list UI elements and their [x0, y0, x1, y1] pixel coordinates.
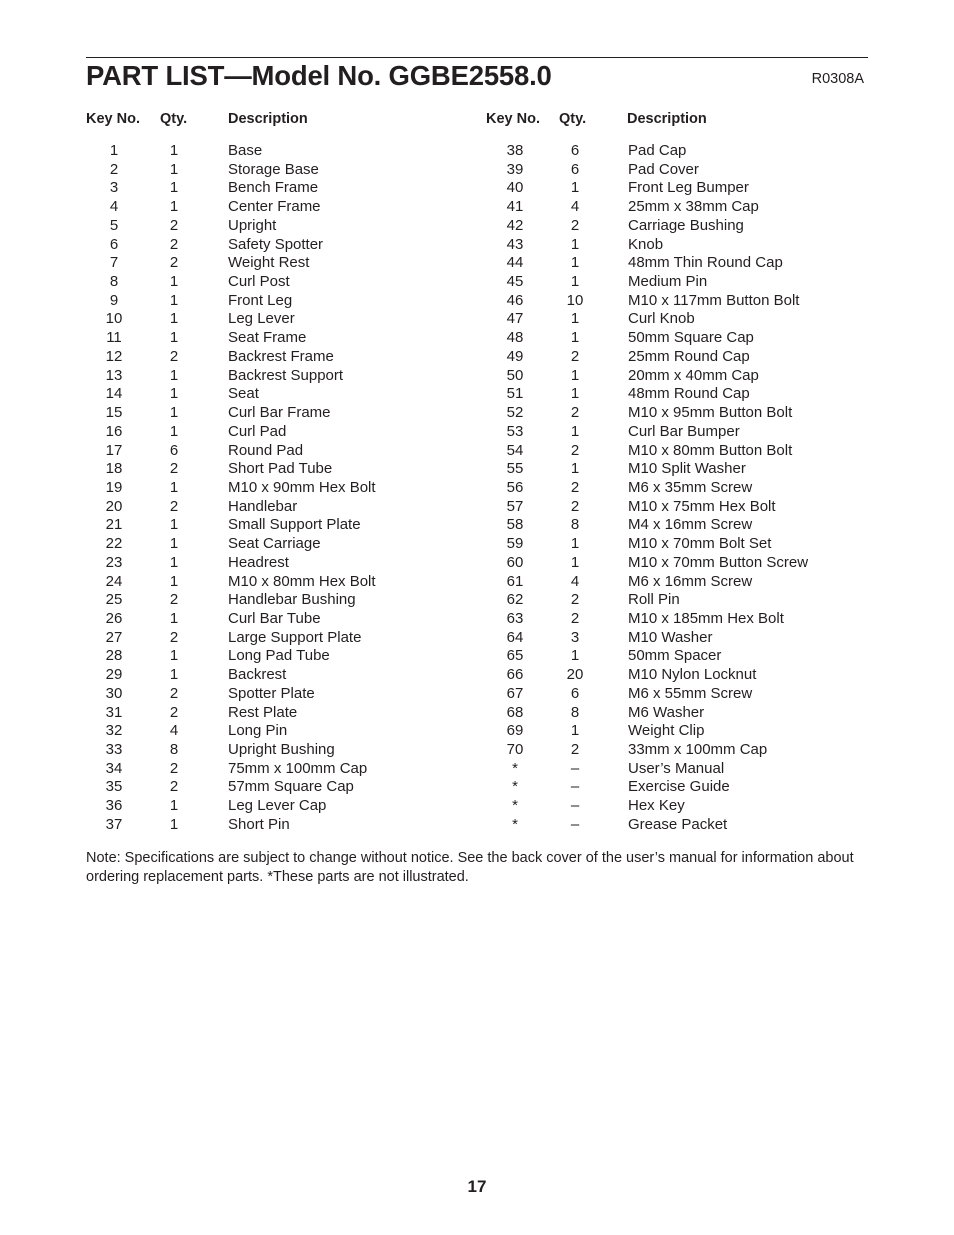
part-description: Short Pad Tube	[228, 460, 333, 478]
part-key-number: 64	[506, 628, 524, 646]
part-key-number: 14	[105, 385, 123, 403]
part-description: Safety Spotter	[228, 235, 324, 253]
part-quantity: 2	[570, 591, 580, 609]
part-quantity: 1	[169, 179, 179, 197]
part-quantity: 3	[570, 628, 580, 646]
part-quantity: 1	[570, 179, 580, 197]
part-key-number: 2	[109, 160, 119, 178]
part-description: Exercise Guide	[628, 778, 730, 796]
part-key-number: 21	[105, 516, 123, 534]
part-key-number: 54	[506, 441, 524, 459]
part-quantity: 1	[169, 329, 179, 347]
part-quantity: 1	[570, 366, 580, 384]
part-quantity: 8	[169, 741, 179, 758]
part-description: 57mm Square Cap	[228, 778, 354, 796]
part-key-number: 31	[105, 703, 123, 721]
part-quantity: 1	[169, 142, 179, 159]
part-key-number: 32	[105, 722, 123, 740]
part-quantity: 6	[570, 684, 580, 702]
part-key-number: 13	[105, 366, 123, 384]
note-text: Note: Specifications are subject to change without notice. See the back cover of the user’s manual for information about ordering replacement parts. *These parts are not illustrated.	[86, 850, 854, 885]
part-description: M10 x 95mm Button Bolt	[628, 404, 793, 422]
part-key-number: 59	[506, 535, 524, 553]
part-description: User’s Manual	[628, 759, 725, 777]
part-description: Knob	[628, 235, 664, 253]
part-description: Front Leg	[228, 291, 293, 309]
part-description: Long Pad Tube	[228, 647, 330, 665]
part-quantity: 2	[169, 235, 179, 253]
part-quantity: 2	[570, 216, 580, 234]
part-quantity: 1	[570, 273, 580, 291]
part-quantity: 2	[169, 778, 179, 796]
part-key-number: 66	[506, 666, 524, 684]
part-quantity: 1	[169, 291, 179, 309]
part-key-number: 19	[105, 478, 123, 496]
part-key-number: 17	[105, 441, 123, 459]
part-quantity: 6	[169, 441, 179, 459]
part-description: M10 x 90mm Hex Bolt	[228, 478, 376, 496]
header-desc-right: Description	[627, 111, 707, 127]
part-key-number: *	[512, 759, 518, 777]
part-description: Bench Frame	[228, 179, 319, 197]
part-description: M10 Split Washer	[628, 460, 746, 478]
part-quantity: 1	[169, 404, 179, 422]
part-quantity: 4	[570, 572, 580, 590]
header-key-left: Key No.	[86, 111, 140, 127]
part-description: 75mm x 100mm Cap	[228, 759, 368, 777]
part-quantity: 1	[169, 797, 179, 815]
part-quantity: –	[570, 797, 580, 815]
part-key-number: 30	[105, 684, 123, 702]
part-key-number: 15	[105, 404, 123, 422]
part-key-number: 33	[105, 741, 123, 758]
part-key-number: *	[512, 797, 518, 815]
part-key-number: 67	[506, 684, 524, 702]
part-description: Curl Bar Tube	[228, 609, 321, 627]
part-key-number: 52	[506, 404, 524, 422]
part-key-number: *	[512, 778, 518, 796]
part-quantity: 2	[570, 478, 580, 496]
part-description: M10 x 80mm Button Bolt	[628, 441, 793, 459]
part-description: 48mm Thin Round Cap	[628, 254, 783, 272]
part-quantity: 8	[570, 516, 580, 534]
part-quantity: 2	[169, 254, 179, 272]
part-quantity: 1	[169, 385, 179, 403]
part-description: M10 x 117mm Button Bolt	[628, 291, 800, 309]
part-key-number: 24	[105, 572, 123, 590]
part-description: Handlebar Bushing	[228, 591, 356, 609]
part-description: Large Support Plate	[228, 628, 362, 646]
part-key-number: 43	[506, 235, 524, 253]
part-quantity: 1	[169, 478, 179, 496]
part-key-number: 10	[105, 310, 123, 328]
part-quantity: 1	[570, 647, 580, 665]
part-quantity: 1	[169, 422, 179, 440]
part-quantity: 1	[169, 666, 179, 684]
part-quantity: 1	[169, 273, 179, 291]
part-description: 25mm x 38mm Cap	[628, 198, 759, 216]
part-description: M10 x 185mm Hex Bolt	[628, 609, 784, 627]
part-description: Center Frame	[228, 198, 321, 216]
title-rule	[86, 57, 868, 58]
part-description: 50mm Spacer	[628, 647, 722, 665]
part-quantity: –	[570, 759, 580, 777]
part-key-number: 1	[109, 142, 119, 159]
part-quantity: 1	[570, 553, 580, 571]
part-description: Curl Bar Bumper	[628, 422, 740, 440]
part-description: Curl Bar Frame	[228, 404, 331, 422]
part-description: Medium Pin	[628, 273, 708, 291]
part-quantity: 2	[169, 216, 179, 234]
part-quantity: 2	[570, 497, 580, 515]
part-key-number: 68	[506, 703, 524, 721]
part-key-number: 36	[105, 797, 123, 815]
part-description: Headrest	[228, 553, 289, 571]
header-key-right: Key No.	[486, 111, 540, 127]
part-description: M6 x 35mm Screw	[628, 478, 753, 496]
part-description: M10 x 70mm Bolt Set	[628, 535, 772, 553]
part-quantity: 1	[169, 160, 179, 178]
part-key-number: *	[512, 815, 518, 833]
part-quantity: –	[570, 778, 580, 796]
part-description: 50mm Square Cap	[628, 329, 754, 347]
part-quantity: 1	[570, 535, 580, 553]
part-quantity: 1	[169, 815, 179, 833]
part-description: Carriage Bushing	[628, 216, 744, 234]
part-description: Round Pad	[228, 441, 304, 459]
part-description: 20mm x 40mm Cap	[628, 366, 759, 384]
part-key-number: 47	[506, 310, 524, 328]
part-quantity: 2	[169, 628, 179, 646]
part-quantity: 10	[566, 291, 584, 309]
part-quantity: 1	[169, 516, 179, 534]
part-description: Backrest	[228, 666, 287, 684]
header-qty-right: Qty.	[559, 111, 587, 127]
part-description: M6 Washer	[628, 703, 705, 721]
part-key-number: 20	[105, 497, 123, 515]
part-quantity: 8	[570, 703, 580, 721]
part-description: Upright Bushing	[228, 741, 335, 758]
part-description: Roll Pin	[628, 591, 680, 609]
part-quantity: 2	[570, 441, 580, 459]
part-key-number: 23	[105, 553, 123, 571]
part-quantity: 1	[570, 460, 580, 478]
part-key-number: 63	[506, 609, 524, 627]
part-description: Leg Lever Cap	[228, 797, 327, 815]
part-key-number: 7	[109, 254, 119, 272]
part-description: 33mm x 100mm Cap	[628, 741, 768, 758]
part-description: Seat Frame	[228, 329, 307, 347]
part-key-number: 50	[506, 366, 524, 384]
part-description: Grease Packet	[628, 815, 728, 833]
part-key-number: 60	[506, 553, 524, 571]
part-description: 25mm Round Cap	[628, 347, 750, 365]
part-quantity: 6	[570, 160, 580, 178]
part-key-number: 44	[506, 254, 524, 272]
part-description: Spotter Plate	[228, 684, 315, 702]
part-description: Curl Knob	[628, 310, 695, 328]
part-description: 48mm Round Cap	[628, 385, 750, 403]
part-quantity: 1	[169, 647, 179, 665]
header-qty-left: Qty.	[160, 111, 188, 127]
part-quantity: 1	[169, 553, 179, 571]
part-quantity: 4	[169, 722, 179, 740]
part-quantity: 1	[570, 422, 580, 440]
part-description: M10 x 80mm Hex Bolt	[228, 572, 376, 590]
part-key-number: 11	[106, 329, 122, 347]
part-key-number: 46	[506, 291, 524, 309]
part-key-number: 16	[105, 422, 123, 440]
part-key-number: 65	[506, 647, 524, 665]
part-quantity: 2	[570, 609, 580, 627]
part-quantity: 1	[570, 329, 580, 347]
part-quantity: 1	[570, 310, 580, 328]
part-description: Handlebar	[228, 497, 298, 515]
part-key-number: 34	[105, 759, 123, 777]
part-quantity: 2	[570, 404, 580, 422]
part-description: Weight Clip	[628, 722, 705, 740]
part-quantity: 20	[566, 666, 584, 684]
part-key-number: 48	[506, 329, 524, 347]
part-quantity: 2	[169, 684, 179, 702]
part-key-number: 22	[105, 535, 123, 553]
part-description: Backrest Frame	[228, 347, 334, 365]
part-description: Short Pin	[228, 815, 290, 833]
page-title: PART LIST—Model No. GGBE2558.0	[86, 60, 552, 91]
part-quantity: 1	[169, 366, 179, 384]
part-description: M6 x 55mm Screw	[628, 684, 753, 702]
part-description: Seat Carriage	[228, 535, 321, 553]
part-description: Upright	[228, 216, 277, 234]
part-key-number: 51	[506, 385, 524, 403]
part-key-number: 25	[105, 591, 123, 609]
part-description: M10 x 75mm Hex Bolt	[628, 497, 776, 515]
header-desc-left: Description	[228, 111, 308, 127]
part-key-number: 69	[506, 722, 524, 740]
part-description: Base	[228, 142, 263, 159]
part-quantity: 1	[169, 535, 179, 553]
part-key-number: 37	[105, 815, 123, 833]
part-description: Backrest Support	[228, 366, 344, 384]
part-description: Hex Key	[628, 797, 685, 815]
part-key-number: 70	[506, 741, 524, 758]
part-key-number: 53	[506, 422, 524, 440]
part-key-number: 58	[506, 516, 524, 534]
part-quantity: 1	[169, 310, 179, 328]
part-key-number: 38	[506, 142, 524, 159]
part-description: Long Pin	[228, 722, 288, 740]
part-description: Seat	[228, 385, 259, 403]
part-key-number: 45	[506, 273, 524, 291]
part-key-number: 62	[506, 591, 524, 609]
part-description: M10 Nylon Locknut	[628, 666, 757, 684]
part-key-number: 55	[506, 460, 524, 478]
part-description: Front Leg Bumper	[628, 179, 749, 197]
page-number: 17	[467, 1177, 487, 1196]
part-key-number: 57	[506, 497, 524, 515]
part-quantity: 1	[570, 722, 580, 740]
part-key-number: 42	[506, 216, 524, 234]
part-key-number: 8	[109, 273, 119, 291]
part-key-number: 56	[506, 478, 524, 496]
part-quantity: 1	[570, 385, 580, 403]
part-quantity: 1	[169, 198, 179, 216]
part-description: M10 x 70mm Button Screw	[628, 553, 809, 571]
part-key-number: 18	[105, 460, 123, 478]
part-quantity: 6	[570, 142, 580, 159]
part-quantity: 1	[570, 235, 580, 253]
part-quantity: 2	[169, 759, 179, 777]
part-key-number: 49	[506, 347, 524, 365]
part-quantity: 2	[169, 460, 179, 478]
part-key-number: 4	[109, 198, 119, 216]
part-quantity: 1	[570, 254, 580, 272]
part-description: Small Support Plate	[228, 516, 361, 534]
part-description: Pad Cap	[628, 142, 687, 159]
part-quantity: 2	[169, 497, 179, 515]
part-key-number: 28	[105, 647, 123, 665]
part-key-number: 6	[109, 235, 119, 253]
part-key-number: 9	[109, 291, 119, 309]
part-quantity: 2	[169, 703, 179, 721]
part-key-number: 26	[105, 609, 123, 627]
part-key-number: 5	[109, 216, 119, 234]
part-key-number: 41	[506, 198, 524, 216]
part-key-number: 3	[109, 179, 119, 197]
part-description: M6 x 16mm Screw	[628, 572, 753, 590]
part-key-number: 40	[506, 179, 524, 197]
part-description: Weight Rest	[228, 254, 310, 272]
part-description: M10 Washer	[628, 628, 713, 646]
part-quantity: 2	[169, 347, 179, 365]
part-quantity: –	[570, 815, 580, 833]
part-description: Curl Post	[228, 273, 290, 291]
part-quantity: 1	[169, 609, 179, 627]
part-quantity: 2	[169, 591, 179, 609]
part-quantity: 1	[169, 572, 179, 590]
part-description: Rest Plate	[228, 703, 298, 721]
part-key-number: 39	[506, 160, 524, 178]
part-quantity: 2	[570, 741, 580, 758]
part-key-number: 61	[506, 572, 524, 590]
part-key-number: 29	[105, 666, 123, 684]
part-key-number: 27	[105, 628, 123, 646]
part-description: Storage Base	[228, 160, 319, 178]
part-quantity: 4	[570, 198, 580, 216]
part-description: Leg Lever	[228, 310, 295, 328]
part-quantity: 2	[570, 347, 580, 365]
part-key-number: 12	[105, 347, 123, 365]
part-description: M4 x 16mm Screw	[628, 516, 753, 534]
document-code: R0308A	[811, 71, 864, 87]
part-key-number: 35	[105, 778, 123, 796]
part-description: Pad Cover	[628, 160, 699, 178]
part-description: Curl Pad	[228, 422, 287, 440]
